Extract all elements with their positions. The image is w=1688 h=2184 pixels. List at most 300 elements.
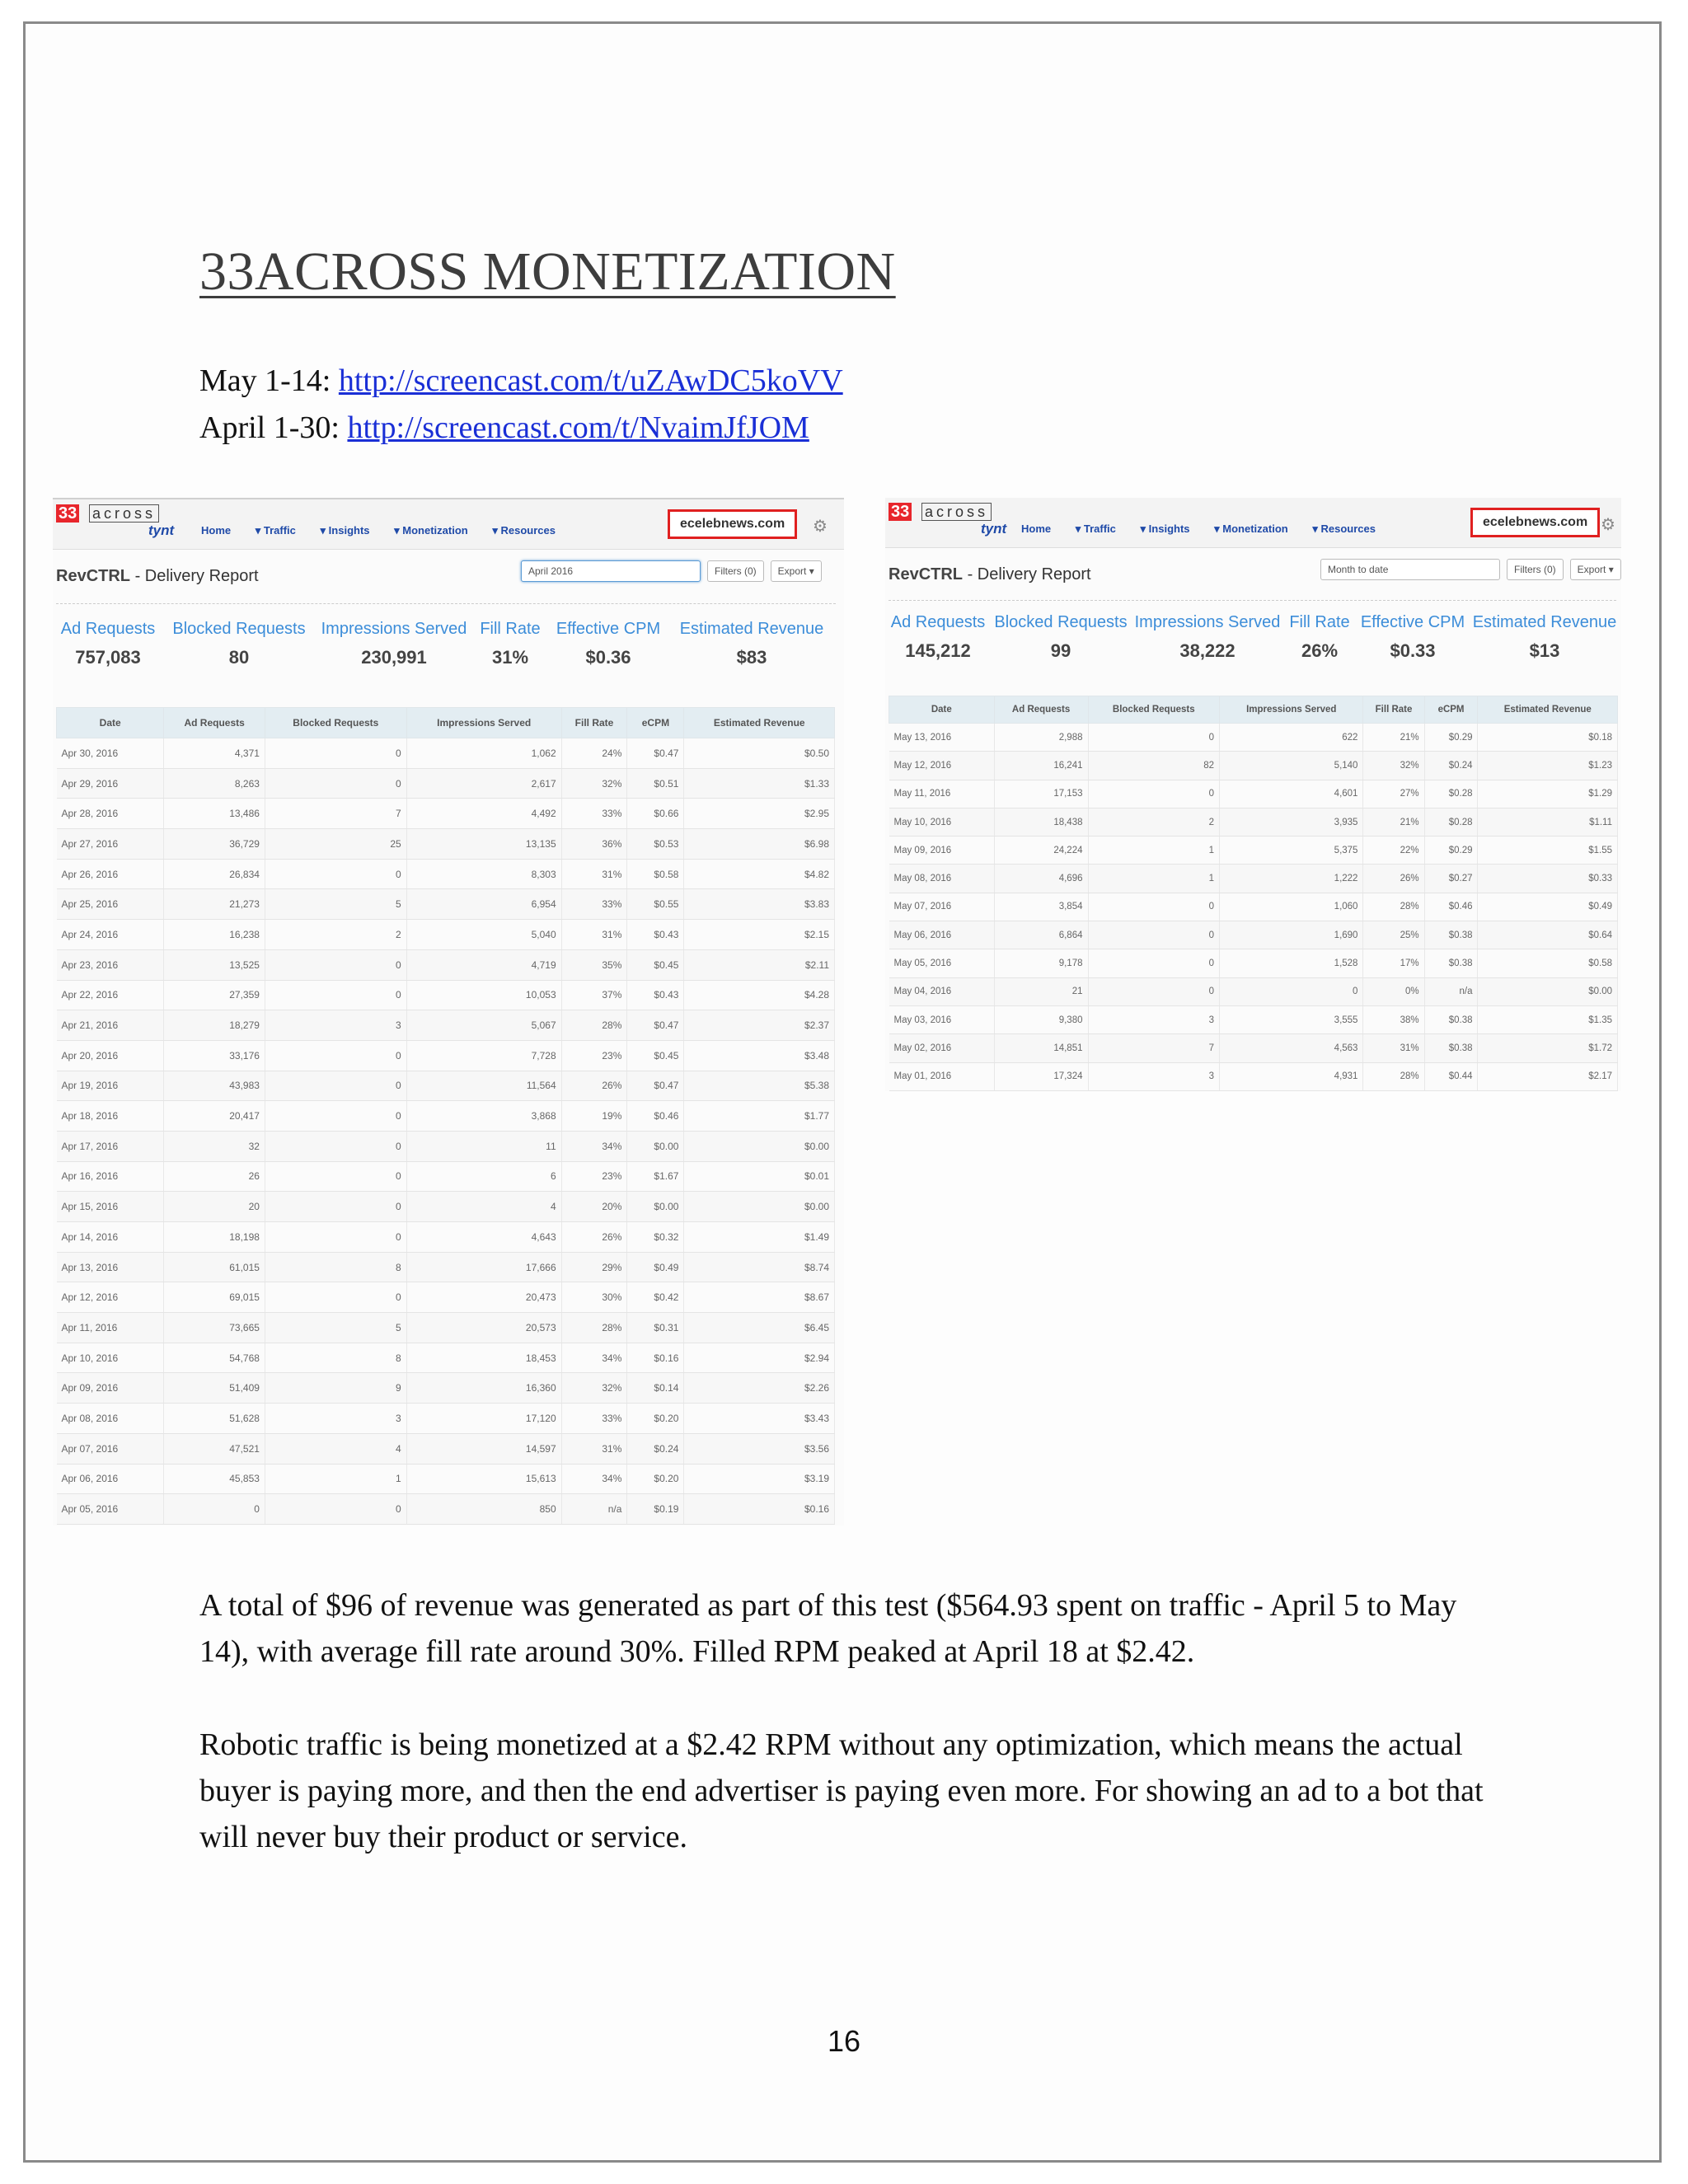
export-button[interactable]: Export ▾ — [1570, 559, 1621, 580]
link-may-screencast[interactable]: http://screencast.com/t/uZAwDC5koVV — [338, 363, 843, 398]
table-cell: 3,868 — [406, 1101, 561, 1132]
table-cell: 7 — [1088, 1034, 1220, 1062]
table-cell: $0.24 — [627, 1433, 684, 1464]
stat-label: Ad Requests — [890, 613, 986, 631]
table-cell: 1,690 — [1220, 921, 1363, 949]
table-cell: 4,931 — [1220, 1062, 1363, 1090]
table-cell: 11,564 — [406, 1071, 561, 1101]
table-cell: 20 — [164, 1192, 265, 1222]
column-header[interactable]: Impressions Served — [1220, 696, 1363, 724]
table-cell: 28% — [561, 1010, 627, 1041]
table-cell: 13,135 — [406, 829, 561, 860]
logo-33: 33 — [56, 504, 79, 523]
table-cell: 0 — [1088, 977, 1220, 1005]
table-cell: 10,053 — [406, 980, 561, 1010]
table-cell: 13,486 — [164, 799, 265, 829]
table-cell: 16,241 — [994, 752, 1088, 780]
table-row — [889, 752, 1618, 780]
table-cell: 14,851 — [994, 1034, 1088, 1062]
stat-value: 31% — [491, 647, 529, 668]
table-cell: Apr 18, 2016 — [57, 1101, 164, 1132]
table-cell: $0.14 — [627, 1373, 684, 1404]
report-title-rest: - Delivery Report — [963, 565, 1091, 583]
table-cell: 1,060 — [1220, 893, 1363, 921]
filters-button[interactable]: Filters (0) — [1507, 559, 1564, 580]
stat-label: Impressions Served — [321, 620, 467, 638]
table-cell: 0 — [265, 1192, 406, 1222]
table-cell: 21 — [994, 977, 1088, 1005]
column-header[interactable]: Blocked Requests — [265, 708, 406, 738]
nav-insights[interactable]: ▾ Insights — [320, 524, 370, 537]
table-cell: 3 — [1088, 1062, 1220, 1090]
period-select[interactable]: Month to date — [1320, 559, 1500, 580]
table-cell: 17% — [1363, 949, 1424, 977]
table-row — [889, 808, 1618, 836]
table-cell: $0.42 — [627, 1282, 684, 1313]
table-cell: $6.98 — [684, 829, 835, 860]
table-row — [57, 859, 835, 889]
table-cell: 31% — [561, 920, 627, 950]
table-row — [889, 865, 1618, 893]
table-row — [57, 889, 835, 920]
table-cell: 4,643 — [406, 1222, 561, 1253]
table-cell: 4,563 — [1220, 1034, 1363, 1062]
table-cell: Apr 24, 2016 — [57, 920, 164, 950]
report-brand: RevCTRL — [889, 565, 964, 583]
table-cell: $0.55 — [627, 889, 684, 920]
table-cell: 36,729 — [164, 829, 265, 860]
table-cell: $0.29 — [1424, 837, 1478, 865]
table-cell: 0% — [1363, 977, 1424, 1005]
stat-effective-cpm — [1355, 613, 1470, 662]
april-report-screenshot — [53, 498, 844, 1526]
table-cell: 2 — [265, 920, 406, 950]
stat-value: 26% — [1301, 640, 1339, 661]
table-cell: 0 — [265, 1101, 406, 1132]
table-row — [889, 921, 1618, 949]
table-cell: $0.58 — [627, 859, 684, 889]
table-cell: May 03, 2016 — [889, 1005, 995, 1033]
table-cell: May 10, 2016 — [889, 808, 995, 836]
table-cell: $0.00 — [627, 1192, 684, 1222]
column-header[interactable]: Estimated Revenue — [1478, 696, 1618, 724]
table-cell: Apr 15, 2016 — [57, 1192, 164, 1222]
stat-fill-rate — [473, 620, 547, 668]
table-cell: 0 — [265, 1071, 406, 1101]
table-cell: 7,728 — [406, 1040, 561, 1071]
table-cell: 18,453 — [406, 1343, 561, 1373]
table-cell: $0.19 — [627, 1494, 684, 1525]
table-row — [889, 1062, 1618, 1090]
table-cell: $0.38 — [1424, 1005, 1478, 1033]
table-cell: 37% — [561, 980, 627, 1010]
link-label-may: May 1-14: — [199, 363, 339, 398]
table-cell: 5,040 — [406, 920, 561, 950]
table-cell: Apr 16, 2016 — [57, 1161, 164, 1192]
table-cell: $6.45 — [684, 1313, 835, 1343]
table-cell: $2.95 — [684, 799, 835, 829]
table-cell: 0 — [265, 738, 406, 769]
column-header[interactable]: Estimated Revenue — [684, 708, 835, 738]
table-cell: 43,983 — [164, 1071, 265, 1101]
stat-value: $13 — [1529, 640, 1560, 661]
table-cell: 5,375 — [1220, 837, 1363, 865]
nav-resources[interactable]: ▾ Resources — [1312, 523, 1376, 535]
table-cell: $0.53 — [627, 829, 684, 860]
stat-blocked-requests — [991, 613, 1131, 662]
table-row — [889, 780, 1618, 808]
table-cell: 3 — [265, 1010, 406, 1041]
stat-blocked-requests — [163, 620, 315, 668]
table-cell: Apr 26, 2016 — [57, 859, 164, 889]
table-cell: 32% — [561, 768, 627, 799]
table-cell: May 13, 2016 — [889, 724, 995, 752]
table-cell: 45,853 — [164, 1464, 265, 1494]
table-cell: Apr 22, 2016 — [57, 980, 164, 1010]
stat-fill-rate — [1284, 613, 1355, 662]
table-cell: 8 — [265, 1343, 406, 1373]
table-cell: 32% — [561, 1373, 627, 1404]
table-cell: $4.28 — [684, 980, 835, 1010]
table-cell: 20,473 — [406, 1282, 561, 1313]
logo-tynt: tynt — [148, 523, 175, 538]
table-cell: 13,525 — [164, 949, 265, 980]
table-cell: 11 — [406, 1131, 561, 1161]
table-cell: $0.20 — [627, 1404, 684, 1434]
table-cell: 0 — [265, 768, 406, 799]
table-row — [889, 893, 1618, 921]
table-cell: 25 — [265, 829, 406, 860]
table-cell: 17,153 — [994, 780, 1088, 808]
stat-impressions-served — [1131, 613, 1284, 662]
nav-monetization[interactable]: ▾ Monetization — [1214, 523, 1288, 535]
table-cell: 23% — [561, 1040, 627, 1071]
table-row — [57, 768, 835, 799]
may-report-screenshot — [885, 498, 1621, 1091]
table-cell: $3.19 — [684, 1464, 835, 1494]
table-cell: $0.45 — [627, 1040, 684, 1071]
stat-label: Blocked Requests — [994, 613, 1128, 631]
stat-value: 38,222 — [1179, 640, 1236, 661]
table-cell: 32 — [164, 1131, 265, 1161]
table-cell: $1.49 — [684, 1222, 835, 1253]
column-header[interactable]: Blocked Requests — [1088, 696, 1220, 724]
table-cell: 622 — [1220, 724, 1363, 752]
gear-icon[interactable]: ⚙ — [813, 518, 828, 536]
table-cell: 5 — [265, 1313, 406, 1343]
table-row — [57, 1071, 835, 1101]
table-row — [57, 1040, 835, 1071]
column-header[interactable]: Date — [57, 708, 164, 738]
table-cell: 0 — [265, 1161, 406, 1192]
table-row — [889, 724, 1618, 752]
table-cell: 28% — [1363, 1062, 1424, 1090]
column-header[interactable]: Fill Rate — [1363, 696, 1424, 724]
stat-value: 145,212 — [905, 640, 971, 661]
table-cell: 26% — [561, 1222, 627, 1253]
table-cell: $2.17 — [1478, 1062, 1618, 1090]
table-cell: May 11, 2016 — [889, 780, 995, 808]
table-cell: May 01, 2016 — [889, 1062, 995, 1090]
table-cell: $0.58 — [1478, 949, 1618, 977]
table-row — [57, 1252, 835, 1282]
nav-home[interactable]: Home — [1021, 523, 1052, 535]
table-cell: 17,324 — [994, 1062, 1088, 1090]
table-cell: 33% — [561, 1404, 627, 1434]
table-cell: 18,438 — [994, 808, 1088, 836]
table-cell: 8 — [265, 1252, 406, 1282]
logo-tynt: tynt — [981, 521, 1007, 537]
table-cell: Apr 08, 2016 — [57, 1404, 164, 1434]
table-cell: 3 — [1088, 1005, 1220, 1033]
table-cell: 33,176 — [164, 1040, 265, 1071]
table-cell: 1,222 — [1220, 865, 1363, 893]
table-row — [57, 1161, 835, 1192]
table-cell: n/a — [1424, 977, 1478, 1005]
table-cell: 26% — [1363, 865, 1424, 893]
column-header[interactable]: eCPM — [627, 708, 684, 738]
table-cell: 3,935 — [1220, 808, 1363, 836]
filters-button[interactable]: Filters (0) — [707, 560, 764, 582]
table-cell: 6,954 — [406, 889, 561, 920]
table-cell: 6 — [406, 1161, 561, 1192]
table-cell: Apr 06, 2016 — [57, 1464, 164, 1494]
divider — [889, 600, 1616, 601]
table-row — [57, 1282, 835, 1313]
table-cell: 5,067 — [406, 1010, 561, 1041]
link-label-april: April 1-30: — [199, 410, 348, 445]
table-cell: Apr 21, 2016 — [57, 1010, 164, 1041]
table-cell: 4,601 — [1220, 780, 1363, 808]
table-cell: Apr 17, 2016 — [57, 1131, 164, 1161]
table-cell: 9,380 — [994, 1005, 1088, 1033]
stat-label: Impressions Served — [1134, 613, 1281, 631]
table-cell: $0.46 — [627, 1101, 684, 1132]
report-title — [889, 565, 1091, 584]
table-cell: 20,573 — [406, 1313, 561, 1343]
logo-33: 33 — [889, 503, 912, 521]
stat-label: Effective CPM — [556, 620, 661, 638]
table-cell: $0.00 — [684, 1131, 835, 1161]
export-button[interactable]: Export ▾ — [771, 560, 822, 582]
table-row — [57, 1464, 835, 1494]
table-cell: $0.16 — [627, 1343, 684, 1373]
table-cell: Apr 23, 2016 — [57, 949, 164, 980]
stat-label: Effective CPM — [1360, 613, 1465, 631]
stat-label: Estimated Revenue — [679, 620, 824, 638]
table-cell: $1.67 — [627, 1161, 684, 1192]
stat-value: $0.33 — [1390, 640, 1436, 661]
nav-insights[interactable]: ▾ Insights — [1140, 523, 1190, 535]
table-cell: Apr 20, 2016 — [57, 1040, 164, 1071]
table-cell: n/a — [561, 1494, 627, 1525]
table-cell: Apr 13, 2016 — [57, 1252, 164, 1282]
table-cell: 25% — [1363, 921, 1424, 949]
nav-resources[interactable]: ▾ Resources — [492, 524, 556, 537]
page-title: 33ACROSS MONETIZATION — [199, 241, 896, 302]
table-cell: $0.49 — [627, 1252, 684, 1282]
table-cell: 3,854 — [994, 893, 1088, 921]
report-title-rest: - Delivery Report — [130, 567, 259, 585]
table-cell: Apr 29, 2016 — [57, 768, 164, 799]
table-cell: 32% — [1363, 752, 1424, 780]
table-cell: 8,263 — [164, 768, 265, 799]
table-cell: Apr 09, 2016 — [57, 1373, 164, 1404]
table-cell: 0 — [1220, 977, 1363, 1005]
table-cell: $8.74 — [684, 1252, 835, 1282]
table-cell: $8.67 — [684, 1282, 835, 1313]
table-row — [57, 980, 835, 1010]
nav-home[interactable]: Home — [201, 524, 232, 537]
table-cell: 82 — [1088, 752, 1220, 780]
table-cell: 1,528 — [1220, 949, 1363, 977]
table-cell: $2.11 — [684, 949, 835, 980]
table-cell: $0.43 — [627, 920, 684, 950]
table-cell: 19% — [561, 1101, 627, 1132]
table-cell: 4 — [406, 1192, 561, 1222]
stat-value: 230,991 — [361, 647, 427, 668]
stats-row — [53, 620, 844, 668]
logo-across: across — [89, 504, 159, 523]
table-cell: $0.16 — [684, 1494, 835, 1525]
table-cell: Apr 25, 2016 — [57, 889, 164, 920]
table-cell: May 02, 2016 — [889, 1034, 995, 1062]
table-cell: 34% — [561, 1464, 627, 1494]
table-row — [889, 837, 1618, 865]
table-cell: 0 — [1088, 921, 1220, 949]
stat-value: $0.36 — [585, 647, 631, 668]
table-cell: 2,617 — [406, 768, 561, 799]
table-cell: $4.82 — [684, 859, 835, 889]
table-row — [57, 1131, 835, 1161]
domain-selector[interactable]: ecelebnews.com — [668, 509, 797, 539]
top-navbar — [885, 498, 1621, 548]
table-cell: 31% — [561, 859, 627, 889]
table-cell: $0.47 — [627, 738, 684, 769]
table-cell: $0.00 — [684, 1192, 835, 1222]
table-row — [57, 1494, 835, 1525]
table-cell: 20% — [561, 1192, 627, 1222]
table-row — [889, 977, 1618, 1005]
table-cell: 17,120 — [406, 1404, 561, 1434]
table-cell: $0.33 — [1478, 865, 1618, 893]
table-cell: 21% — [1363, 808, 1424, 836]
column-header[interactable]: Ad Requests — [164, 708, 265, 738]
table-cell: $0.00 — [1478, 977, 1618, 1005]
table-row — [57, 1433, 835, 1464]
table-cell: $0.28 — [1424, 808, 1478, 836]
table-cell: 0 — [1088, 780, 1220, 808]
table-cell: 54,768 — [164, 1343, 265, 1373]
column-header[interactable]: Ad Requests — [994, 696, 1088, 724]
period-select[interactable]: April 2016 — [521, 560, 701, 582]
gear-icon[interactable]: ⚙ — [1601, 516, 1615, 534]
table-cell: $0.18 — [1478, 724, 1618, 752]
column-header[interactable]: Impressions Served — [406, 708, 561, 738]
column-header[interactable]: Fill Rate — [561, 708, 627, 738]
table-cell: 7 — [265, 799, 406, 829]
table-cell: $0.44 — [1424, 1062, 1478, 1090]
table-cell: $2.37 — [684, 1010, 835, 1041]
table-cell: 4,492 — [406, 799, 561, 829]
table-cell: $0.29 — [1424, 724, 1478, 752]
column-header[interactable]: Date — [889, 696, 995, 724]
table-cell: 3,555 — [1220, 1005, 1363, 1033]
table-cell: 28% — [1363, 893, 1424, 921]
table-cell: 24,224 — [994, 837, 1088, 865]
table-cell: 0 — [265, 1282, 406, 1313]
table-cell: 31% — [561, 1433, 627, 1464]
table-cell: 2 — [1088, 808, 1220, 836]
table-cell: 15,613 — [406, 1464, 561, 1494]
table-cell: 27,359 — [164, 980, 265, 1010]
table-cell: Apr 07, 2016 — [57, 1433, 164, 1464]
table-cell: $0.20 — [627, 1464, 684, 1494]
logo-across: across — [921, 503, 992, 521]
table-cell: 0 — [1088, 893, 1220, 921]
divider — [56, 603, 836, 604]
table-cell: 18,279 — [164, 1010, 265, 1041]
table-cell: 0 — [265, 1222, 406, 1253]
table-row — [57, 1373, 835, 1404]
table-cell: 31% — [1363, 1034, 1424, 1062]
table-cell: $1.55 — [1478, 837, 1618, 865]
table-cell: $0.64 — [1478, 921, 1618, 949]
table-row — [57, 1313, 835, 1343]
table-cell: $0.50 — [684, 738, 835, 769]
table-cell: 26% — [561, 1071, 627, 1101]
stat-value: 80 — [228, 647, 250, 668]
table-cell: 0 — [265, 859, 406, 889]
table-cell: 16,238 — [164, 920, 265, 950]
table-cell: Apr 28, 2016 — [57, 799, 164, 829]
table-row — [57, 1222, 835, 1253]
table-cell: $5.38 — [684, 1071, 835, 1101]
link-april-screencast[interactable]: http://screencast.com/t/NvaimJfJOM — [347, 410, 809, 445]
table-cell: Apr 05, 2016 — [57, 1494, 164, 1525]
table-cell: 23% — [561, 1161, 627, 1192]
table-cell: 4,371 — [164, 738, 265, 769]
column-header[interactable]: eCPM — [1424, 696, 1478, 724]
table-row — [889, 1005, 1618, 1033]
nav-traffic[interactable]: ▾ Traffic — [1075, 523, 1116, 535]
table-cell: $0.38 — [1424, 1034, 1478, 1062]
table-cell: 47,521 — [164, 1433, 265, 1464]
table-cell: May 08, 2016 — [889, 865, 995, 893]
table-cell: 33% — [561, 889, 627, 920]
table-cell: $0.31 — [627, 1313, 684, 1343]
table-cell: May 07, 2016 — [889, 893, 995, 921]
table-header-row — [57, 708, 835, 738]
table-cell: $0.24 — [1424, 752, 1478, 780]
table-cell: 29% — [561, 1252, 627, 1282]
table-cell: 17,666 — [406, 1252, 561, 1282]
domain-selector[interactable]: ecelebnews.com — [1470, 508, 1600, 537]
report-brand: RevCTRL — [56, 567, 131, 585]
table-cell: $0.47 — [627, 1071, 684, 1101]
table-row — [57, 799, 835, 829]
table-cell: $3.83 — [684, 889, 835, 920]
nav-traffic[interactable]: ▾ Traffic — [255, 524, 296, 537]
table-cell: $2.15 — [684, 920, 835, 950]
table-cell: 0 — [265, 1040, 406, 1071]
stat-label: Fill Rate — [480, 620, 541, 638]
table-cell: $0.43 — [627, 980, 684, 1010]
stat-effective-cpm — [547, 620, 669, 668]
nav-monetization[interactable]: ▾ Monetization — [394, 524, 468, 537]
table-cell: 0 — [265, 1131, 406, 1161]
table-cell: Apr 10, 2016 — [57, 1343, 164, 1373]
